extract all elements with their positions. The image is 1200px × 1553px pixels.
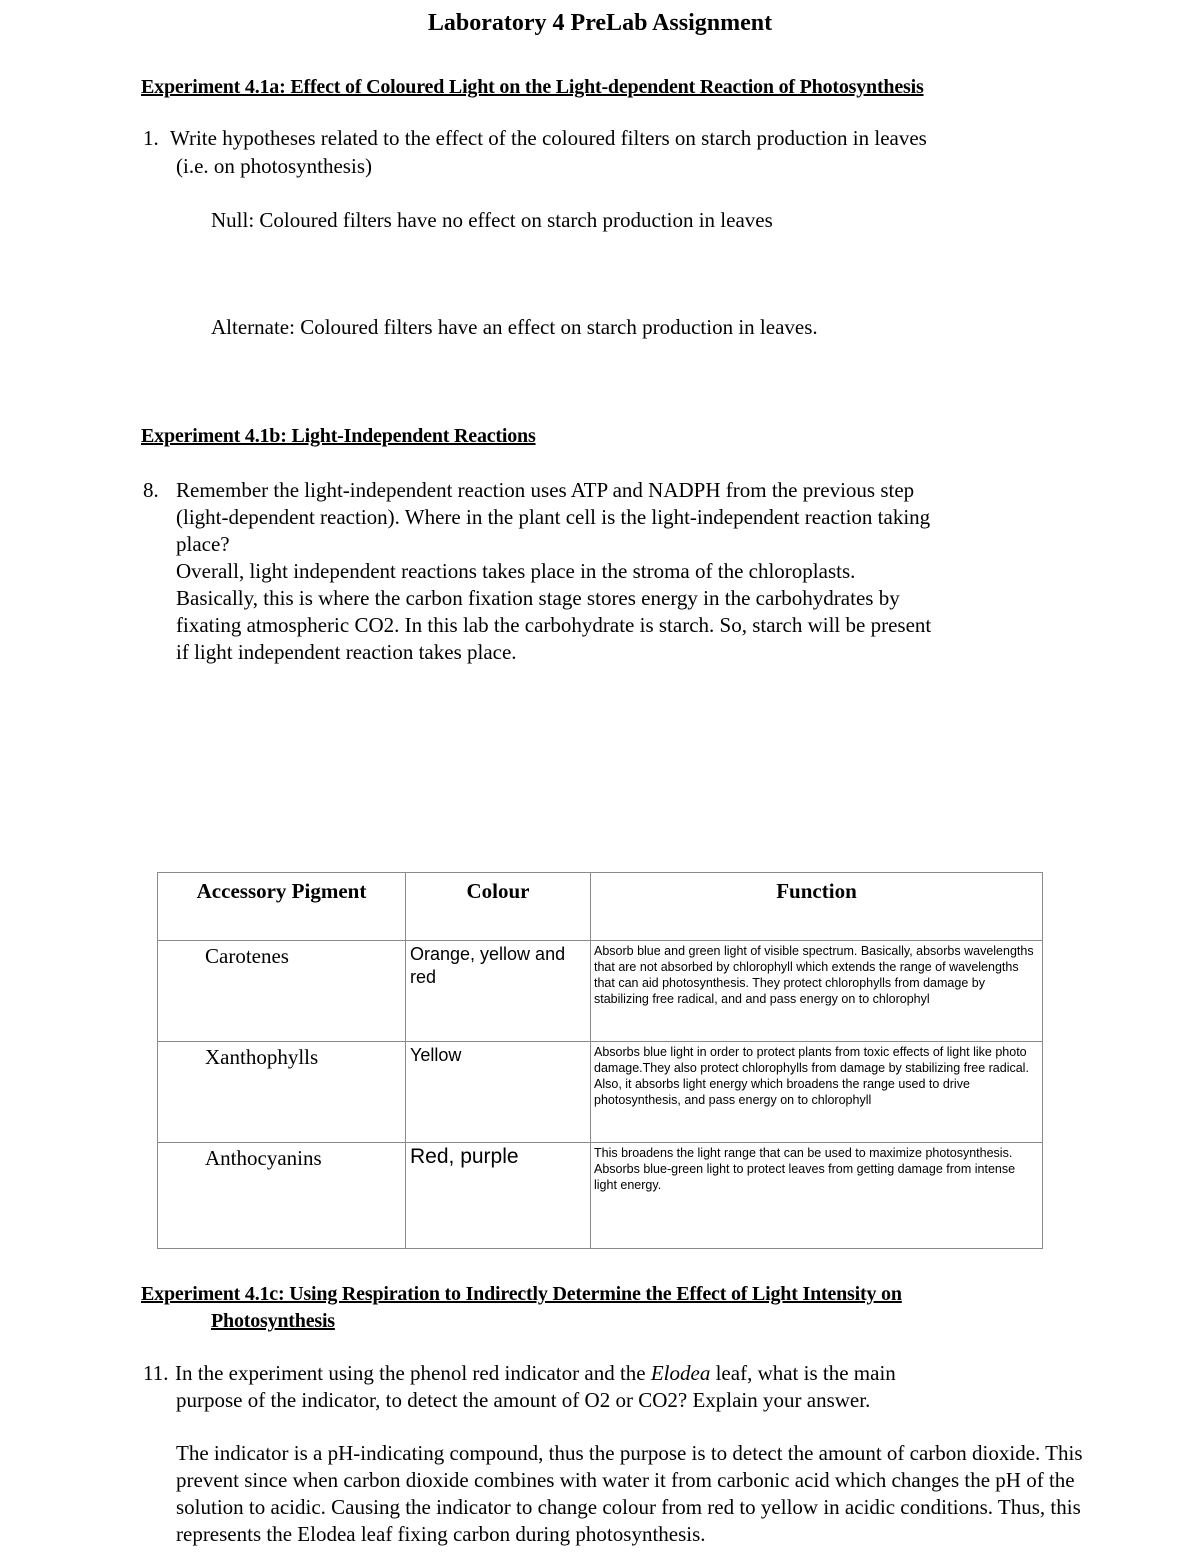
experiment-4-1a-heading: Experiment 4.1a: Effect of Coloured Light on the Light-dependent Reaction of Photosynthesis bbox=[141, 76, 924, 98]
question-11-text-a: In the experiment using the phenol red indicator and the bbox=[175, 1361, 651, 1385]
question-8-answer bbox=[176, 477, 931, 666]
accessory-pigment-table bbox=[157, 872, 1043, 1249]
null-hypothesis: Null: Coloured filters have no effect on starch production in leaves bbox=[211, 208, 773, 232]
question-11-line-1 bbox=[175, 1360, 896, 1387]
question-1-number: 1. bbox=[143, 126, 159, 150]
answer-line: represents the Elodea leaf fixing carbon during photosynthesis. bbox=[176, 1522, 706, 1546]
pigment-colour: Orange, yellow and red bbox=[406, 941, 591, 1042]
header-colour: Colour bbox=[406, 873, 591, 941]
experiment-4-1c-heading-line-2: Photosynthesis bbox=[211, 1310, 335, 1332]
answer-line: prevent since when carbon dioxide combines with water it from carbonic acid which changes the pH of the bbox=[176, 1468, 1075, 1492]
question-11-number: 11. bbox=[143, 1361, 169, 1385]
question-1-line-2: (i.e. on photosynthesis) bbox=[176, 154, 372, 178]
question-8-line: Basically, this is where the carbon fixation stage stores energy in the carbohydrates by bbox=[176, 586, 900, 610]
pigment-function: Absorb blue and green light of visible spectrum. Basically, absorbs wavelengths that are not absorbed by chlorophyll which extends the range of wavelengths that can aid photosynthesis. They protect chlorophylls from damage by stabilizing free radical, and and pass energy on to chlorophyl bbox=[591, 941, 1043, 1042]
header-accessory-pigment: Accessory Pigment bbox=[158, 873, 406, 941]
answer-line: The indicator is a pH-indicating compound, thus the purpose is to detect the amount of carbon dioxide. This bbox=[176, 1441, 1083, 1465]
header-function: Function bbox=[591, 873, 1043, 941]
experiment-4-1c-heading-line-1: Experiment 4.1c: Using Respiration to Indirectly Determine the Effect of Light Intensity on bbox=[141, 1283, 902, 1305]
question-11-text-b: leaf, what is the main bbox=[710, 1361, 896, 1385]
answer-line: solution to acidic. Causing the indicator to change colour from red to yellow in acidic conditions. Thus, this bbox=[176, 1495, 1081, 1519]
pigment-colour: Red, purple bbox=[406, 1143, 591, 1249]
alternate-hypothesis: Alternate: Coloured filters have an effect on starch production in leaves. bbox=[211, 315, 818, 339]
question-11-line-2: purpose of the indicator, to detect the amount of O2 or CO2? Explain your answer. bbox=[176, 1388, 871, 1412]
question-11-answer bbox=[176, 1440, 1083, 1548]
question-8-line: (light-dependent reaction). Where in the plant cell is the light-independent reaction taking bbox=[176, 505, 931, 529]
table-row bbox=[158, 1042, 1043, 1143]
question-8-line: place? bbox=[176, 532, 230, 556]
pigment-colour: Yellow bbox=[406, 1042, 591, 1143]
question-8-number: 8. bbox=[143, 478, 159, 502]
elodea-italic: Elodea bbox=[650, 1361, 711, 1385]
pigment-name: Carotenes bbox=[158, 941, 406, 1042]
pigment-name: Xanthophylls bbox=[158, 1042, 406, 1143]
question-8-line: if light independent reaction takes place. bbox=[176, 640, 517, 664]
table-row bbox=[158, 1143, 1043, 1249]
experiment-4-1b-heading: Experiment 4.1b: Light-Independent Reactions bbox=[141, 425, 536, 447]
question-1-line-1: Write hypotheses related to the effect of the coloured filters on starch production in leaves bbox=[170, 126, 927, 150]
question-8-line: Overall, light independent reactions takes place in the stroma of the chloroplasts. bbox=[176, 559, 856, 583]
pigment-function: Absorbs blue light in order to protect plants from toxic effects of light like photo damage.They also protect chlorophylls from damage by stabilizing free radical. Also, it absorbs light energy which broadens the range used to drive photosynthesis, and pass energy on to chlorophyll bbox=[591, 1042, 1043, 1143]
table-row bbox=[158, 941, 1043, 1042]
question-8-line: fixating atmospheric CO2. In this lab the carbohydrate is starch. So, starch will be present bbox=[176, 613, 932, 637]
question-8-line: Remember the light-independent reaction uses ATP and NADPH from the previous step bbox=[176, 478, 915, 502]
pigment-function: This broadens the light range that can be used to maximize photosynthesis. Absorbs blue-green light to protect leaves from getting damage from intense light energy. bbox=[591, 1143, 1043, 1249]
page-title: Laboratory 4 PreLab Assignment bbox=[427, 10, 773, 36]
table-header-row bbox=[158, 873, 1043, 941]
pigment-name: Anthocyanins bbox=[158, 1143, 406, 1249]
